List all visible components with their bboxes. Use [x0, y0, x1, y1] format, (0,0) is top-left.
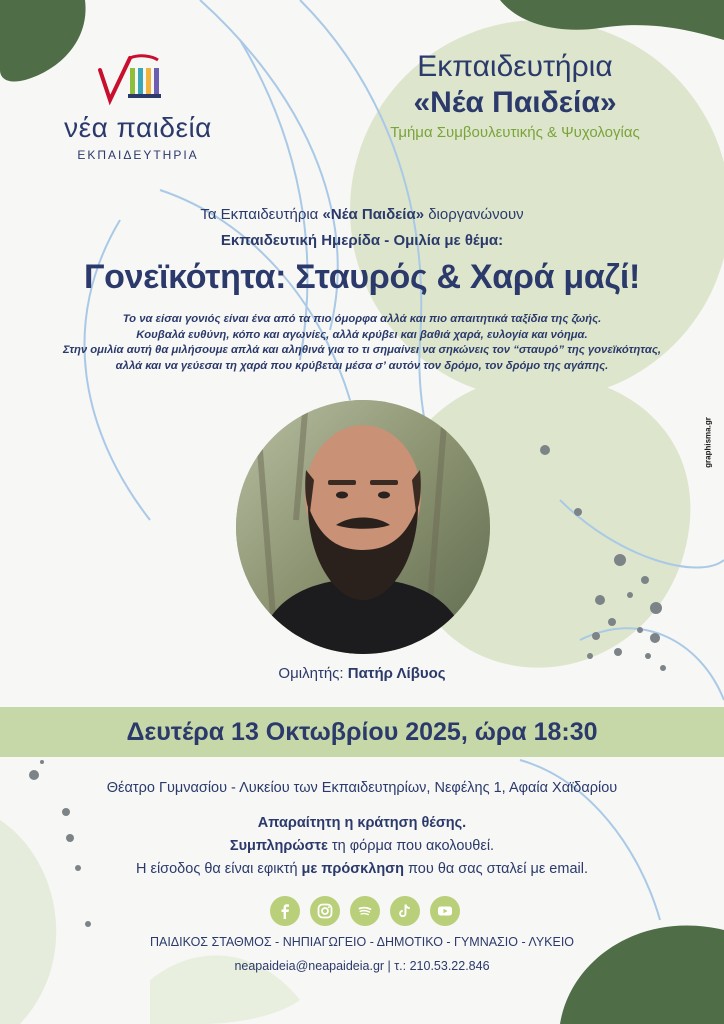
entry-bold: με πρόσκληση: [301, 861, 404, 877]
credit-text: graphisma.gr: [703, 417, 713, 468]
description-line: Κουβαλά ευθύνη, κόπο και αγωνίες, αλλά κρύβει και βαθιά χαρά, ευλογία και νόημα.: [136, 328, 588, 341]
intro-bold: «Νέα Παιδεία»: [322, 206, 425, 223]
school-levels: ΠΑΙΔΙΚΟΣ ΣΤΑΘΜΟΣ - ΝΗΠΙΑΓΩΓΕΙΟ - ΔΗΜΟΤΙΚΟ - ΓΥΜΝΑΣΙΟ - ΛΥΚΕΙΟ: [149, 935, 575, 949]
speaker-line: [0, 665, 724, 682]
event-description: [40, 312, 684, 374]
entry-after: που θα σας σταλεί με email.: [403, 861, 588, 877]
logo-name: νέα παιδεία: [64, 112, 212, 143]
logo-mark: [96, 52, 166, 108]
form-notice: [0, 838, 724, 854]
spotify-icon[interactable]: [350, 896, 380, 926]
instagram-icon[interactable]: [310, 896, 340, 926]
social-links: [270, 896, 460, 926]
header-block: [350, 50, 680, 141]
youtube-icon[interactable]: [430, 896, 460, 926]
speaker-photo: [236, 400, 490, 654]
form-bold: Συμπληρώστε: [229, 838, 328, 854]
tiktok-icon[interactable]: [390, 896, 420, 926]
event-date: Δευτέρα 13 Οκτωβρίου 2025, ώρα 18:30: [126, 718, 598, 746]
speaker-name: Πατήρ Λίβυος: [347, 665, 446, 682]
header-department: Τμήμα Συμβουλευτικής & Ψυχολογίας: [390, 124, 640, 141]
reservation-notice: Απαραίτητη η κράτηση θέσης.: [257, 815, 467, 831]
description-line: Στην ομιλία αυτή θα μιλήσουμε απλά και αληθινά για το τι σημαίνει να σηκώνεις τον “σταυρό” της γονεϊκότητας,: [62, 344, 662, 356]
event-subtitle: Εκπαιδευτική Ημερίδα - Ομιλία με θέμα:: [220, 232, 504, 249]
intro-line: [0, 206, 724, 223]
facebook-icon[interactable]: [270, 896, 300, 926]
designer-credit: [698, 404, 712, 484]
speaker-label: Ομιλητής:: [278, 665, 348, 682]
logo-subtitle: ΕΚΠΑΙΔΕΥΤΗΡΙΑ: [77, 148, 199, 162]
logo: [48, 112, 228, 162]
form-rest: τη φόρμα που ακολουθεί.: [327, 838, 495, 854]
description-line: Το να είσαι γονιός είναι ένα από τα πιο όμορφα αλλά και πιο απαιτητικά ταξίδια της ζωής.: [122, 313, 602, 325]
entry-before: Η είσοδος θα είναι εφικτή: [135, 861, 302, 877]
intro-after: διοργανώνουν: [424, 206, 524, 223]
entry-notice: [0, 861, 724, 877]
intro-before: Τα Εκπαιδευτήρια: [200, 206, 323, 223]
header-line-2: «Νέα Παιδεία»: [413, 86, 617, 119]
speaker-portrait: [236, 400, 490, 654]
description-line: αλλά και να γεύεσαι τη χαρά που κρύβεται μέσα σ’ αυτόν τον δρόμο, τον δρόμο της αγάπης.: [115, 359, 609, 372]
dark-blob-top-left: [0, 0, 86, 82]
event-title: Γονεϊκότητα: Σταυρός & Χαρά μαζί!: [83, 258, 641, 296]
contact-info[interactable]: neapaideia@neapaideia.gr | τ.: 210.53.22.846: [234, 959, 490, 973]
event-venue: Θέατρο Γυμνασίου - Λυκείου των Εκπαιδευτηρίων, Νεφέλης 1, Αφαία Χαϊδαρίου: [106, 780, 618, 796]
header-line-1: Εκπαιδευτήρια: [417, 50, 613, 83]
